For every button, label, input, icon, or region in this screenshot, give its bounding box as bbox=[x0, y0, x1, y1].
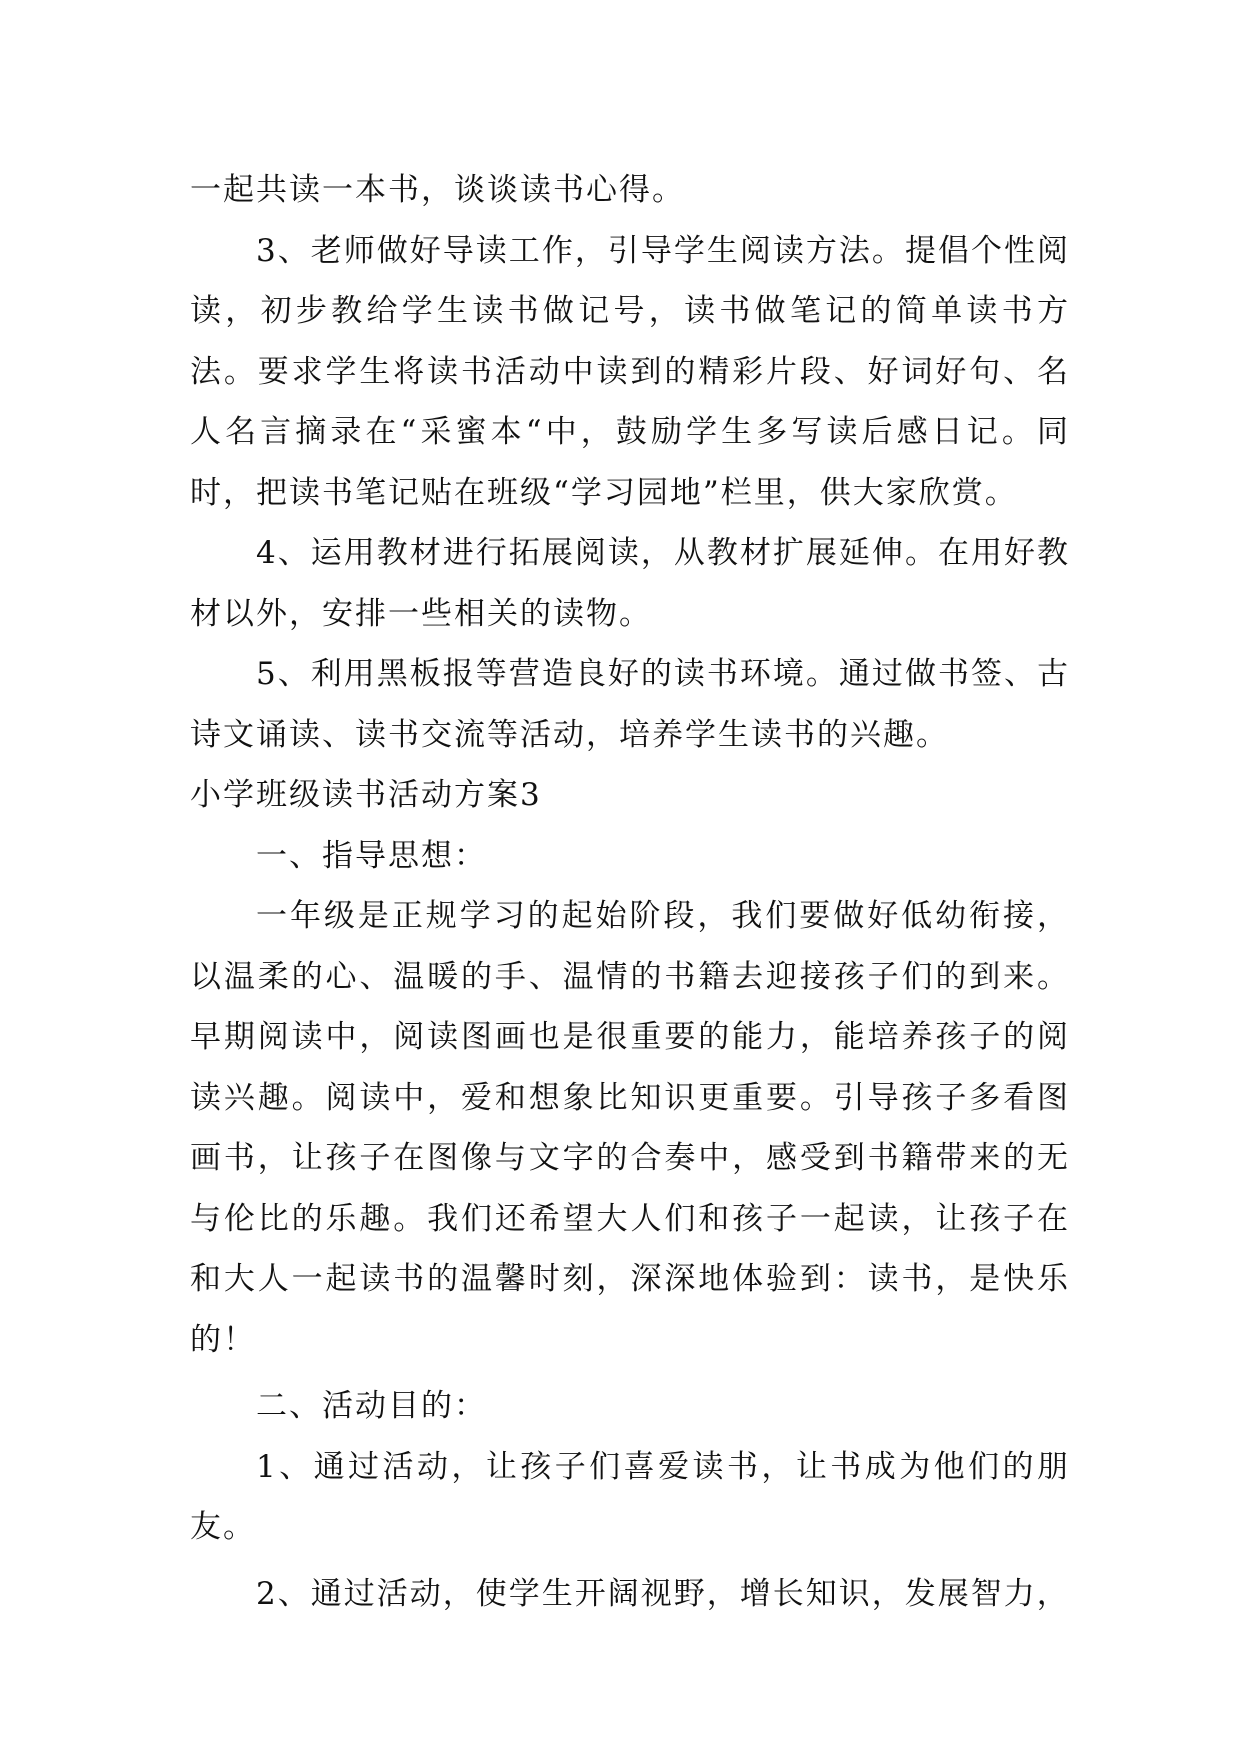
section-title: 小学班级读书活动方案3 bbox=[190, 777, 542, 813]
guiding-heading: 一、指导思想： bbox=[256, 837, 487, 874]
guiding-text: 一年级是正规学习的起始阶段，我们要做好低幼衔接，以温柔的心、温暖的手、温情的书籍去迎接孩子们的到来。早期阅读中，阅读图画也是很重要的能力，能培养孩子的阅读兴趣。阅读中，爱和想象比知识更重要。引导孩子多看图画书，让孩子在图像与文字的合奏中，感受到书籍带来的无与伦比的乐趣。我们还希望大人们和孩子一起读，让孩子在和大人一起读书的温馨时刻，深深地体验到：读书，是快乐的！ bbox=[190, 898, 1070, 1358]
paragraph-item-3: 3、老师做好导读工作，引导学生阅读方法。提倡个性阅读，初步教给学生读书做记号，读书做笔记的简单读书方法。要求学生将读书活动中读到的精彩片段、好词好句、名人名言摘录在“采蜜本“中，鼓励学生多写读后感日记。同时，把读书笔记贴在班级“学习园地”栏里，供大家欣赏。 bbox=[190, 232, 1070, 511]
paragraph-item-4: 4、运用教材进行拓展阅读，从教材扩展延伸。在用好教材以外，安排一些相关的读物。 bbox=[190, 535, 1070, 632]
purpose-item-1: 1、通过活动，让孩子们喜爱读书，让书成为他们的朋友。 bbox=[190, 1448, 1070, 1545]
purpose-item-2: 2、通过活动，使学生开阔视野，增长知识，发展智力， bbox=[256, 1575, 1070, 1612]
paragraph-continuation: 一起共读一本书，谈谈读书心得。 bbox=[190, 172, 685, 208]
paragraph-item-5: 5、利用黑板报等营造良好的读书环境。通过做书签、古诗文诵读、读书交流等活动，培养学生读书的兴趣。 bbox=[190, 656, 1070, 753]
document-body bbox=[190, 160, 1070, 1624]
purpose-heading: 二、活动目的： bbox=[256, 1388, 487, 1424]
